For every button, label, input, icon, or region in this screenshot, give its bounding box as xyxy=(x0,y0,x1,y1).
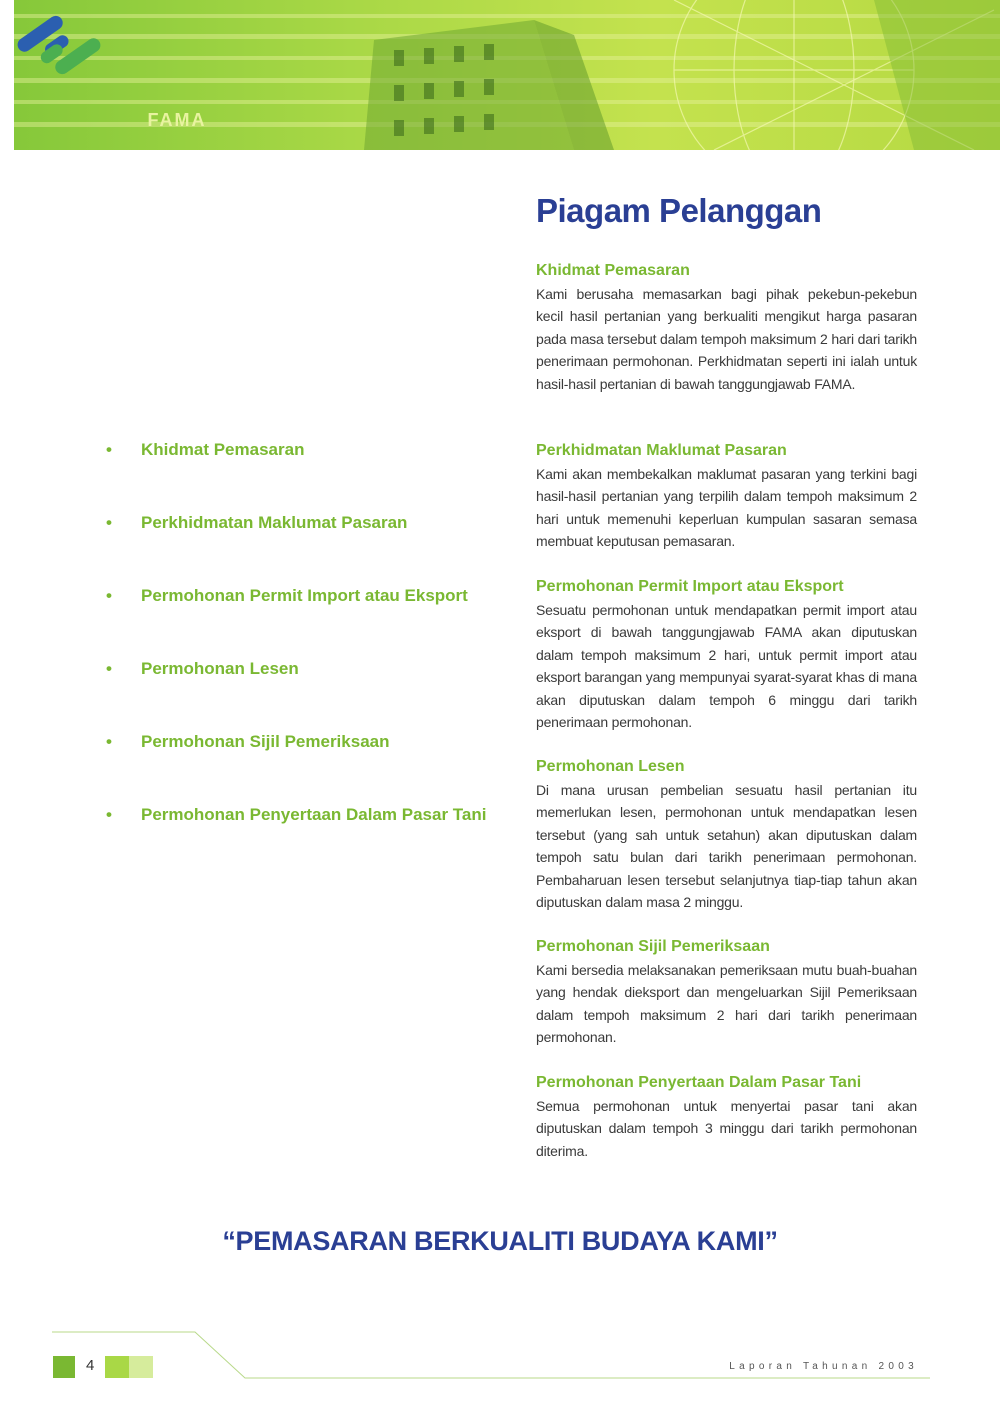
section-heading: Permohonan Sijil Pemeriksaan xyxy=(536,938,770,955)
section-heading: Khidmat Pemasaran xyxy=(536,262,690,279)
section-body: Kami bersedia melaksanakan pemeriksaan mutu buah-buahan yang hendak dieksport dan mengeluarkan Sijil Pemeriksaan dalam tempoh maksimum 2 hari dari tarikh penerimaan permohonan. xyxy=(536,962,917,1046)
slogan: “PEMASARAN BERKUALITI BUDAYA KAMI” xyxy=(222,1226,778,1256)
section-khidmat-pemasaran xyxy=(536,260,917,395)
section-maklumat-pasaran xyxy=(536,440,917,553)
footer-square-dark xyxy=(53,1356,75,1378)
section-heading: Permohonan Lesen xyxy=(536,758,685,775)
section-permohonan-lesen xyxy=(536,756,917,913)
building-graphic xyxy=(364,20,614,150)
bullet-label: Permohonan Lesen xyxy=(141,659,299,678)
section-body: Semua permohonan untuk menyertai pasar tani akan diputuskan dalam tempoh 3 minggu dari tarikh permohonan diterima. xyxy=(536,1098,917,1159)
page-number: 4 xyxy=(86,1357,95,1374)
bullet-item xyxy=(104,657,524,730)
bullet-dot-icon: • xyxy=(106,586,112,605)
footer-square-light xyxy=(129,1356,153,1378)
bullet-label: Permohonan Permit Import atau Eksport xyxy=(141,586,468,605)
bullet-label: Perkhidmatan Maklumat Pasaran xyxy=(141,513,408,532)
bullet-item xyxy=(104,730,524,803)
service-bullet-list xyxy=(104,438,524,876)
bullet-dot-icon: • xyxy=(106,659,112,678)
section-heading: Perkhidmatan Maklumat Pasaran xyxy=(536,442,787,459)
section-permit-import-eksport xyxy=(536,576,917,733)
section-body: Kami akan membekalkan maklumat pasaran yang terkini bagi hasil-hasil pertanian yang terpilih dalam tempoh maksimum 2 hari untuk memenuhi keperluan kumpulan sasaran semasa membuat keputusan pemasaran. xyxy=(536,466,917,550)
section-body: Di mana urusan pembelian sesuatu hasil pertanian itu memerlukan lesen, permohonan untuk mendapatkan lesen tersebut (yang sah untuk setahun) akan diputuskan dalam tempoh satu bulan dari tarikh penerimaan permohonan. Pembaharuan lesen tersebut selanjutnya tiap-tiap tahun akan diputuskan dalam masa 2 minggu. xyxy=(536,782,917,911)
section-body: Sesuatu permohonan untuk mendapatkan permit import atau eksport di bawah tanggungjawab FAMA akan diputuskan dalam tempoh maksimum 2 hari, untuk permit import atau eksport barangan yang mempunyai syarat-syarat khas di mana akan diputuskan dalam tempoh 6 minggu dari tarikh penerimaan permohonan. xyxy=(536,602,917,731)
bullet-item xyxy=(104,511,524,584)
bullet-dot-icon: • xyxy=(106,805,112,824)
bullet-label: Permohonan Sijil Pemeriksaan xyxy=(141,732,390,751)
bullet-item xyxy=(104,438,524,511)
bullet-label: Khidmat Pemasaran xyxy=(141,440,305,459)
section-body: Kami berusaha memasarkan bagi pihak pekebun-pekebun kecil hasil pertanian yang berkualiti mengikut harga pasaran pada masa tersebut dalam tempoh maksimum 2 hari dari tarikh penerimaan permohonan. Perkhidmatan seperti ini ialah untuk hasil-hasil pertanian di bawah tanggungjawab FAMA. xyxy=(536,286,917,392)
section-sijil-pemeriksaan xyxy=(536,936,917,1049)
header-banner xyxy=(14,0,1000,150)
section-heading: Permohonan Penyertaan Dalam Pasar Tani xyxy=(536,1074,862,1091)
footer-divider xyxy=(0,1320,1000,1390)
annual-report-label: Laporan Tahunan 2003 xyxy=(729,1361,918,1372)
bullet-label: Permohonan Penyertaan Dalam Pasar Tani xyxy=(141,805,487,824)
logo-text: FAMA xyxy=(147,110,207,130)
section-heading: Permohonan Permit Import atau Eksport xyxy=(536,578,844,595)
bullet-dot-icon: • xyxy=(106,732,112,751)
section-pasar-tani xyxy=(536,1072,917,1162)
bullet-item xyxy=(104,803,524,876)
bullet-item xyxy=(104,584,524,657)
page-title: Piagam Pelanggan xyxy=(536,192,822,229)
bullet-dot-icon: • xyxy=(106,513,112,532)
footer-square-mid xyxy=(105,1356,129,1378)
fama-logo-icon xyxy=(14,0,104,90)
bullet-dot-icon: • xyxy=(106,440,112,459)
